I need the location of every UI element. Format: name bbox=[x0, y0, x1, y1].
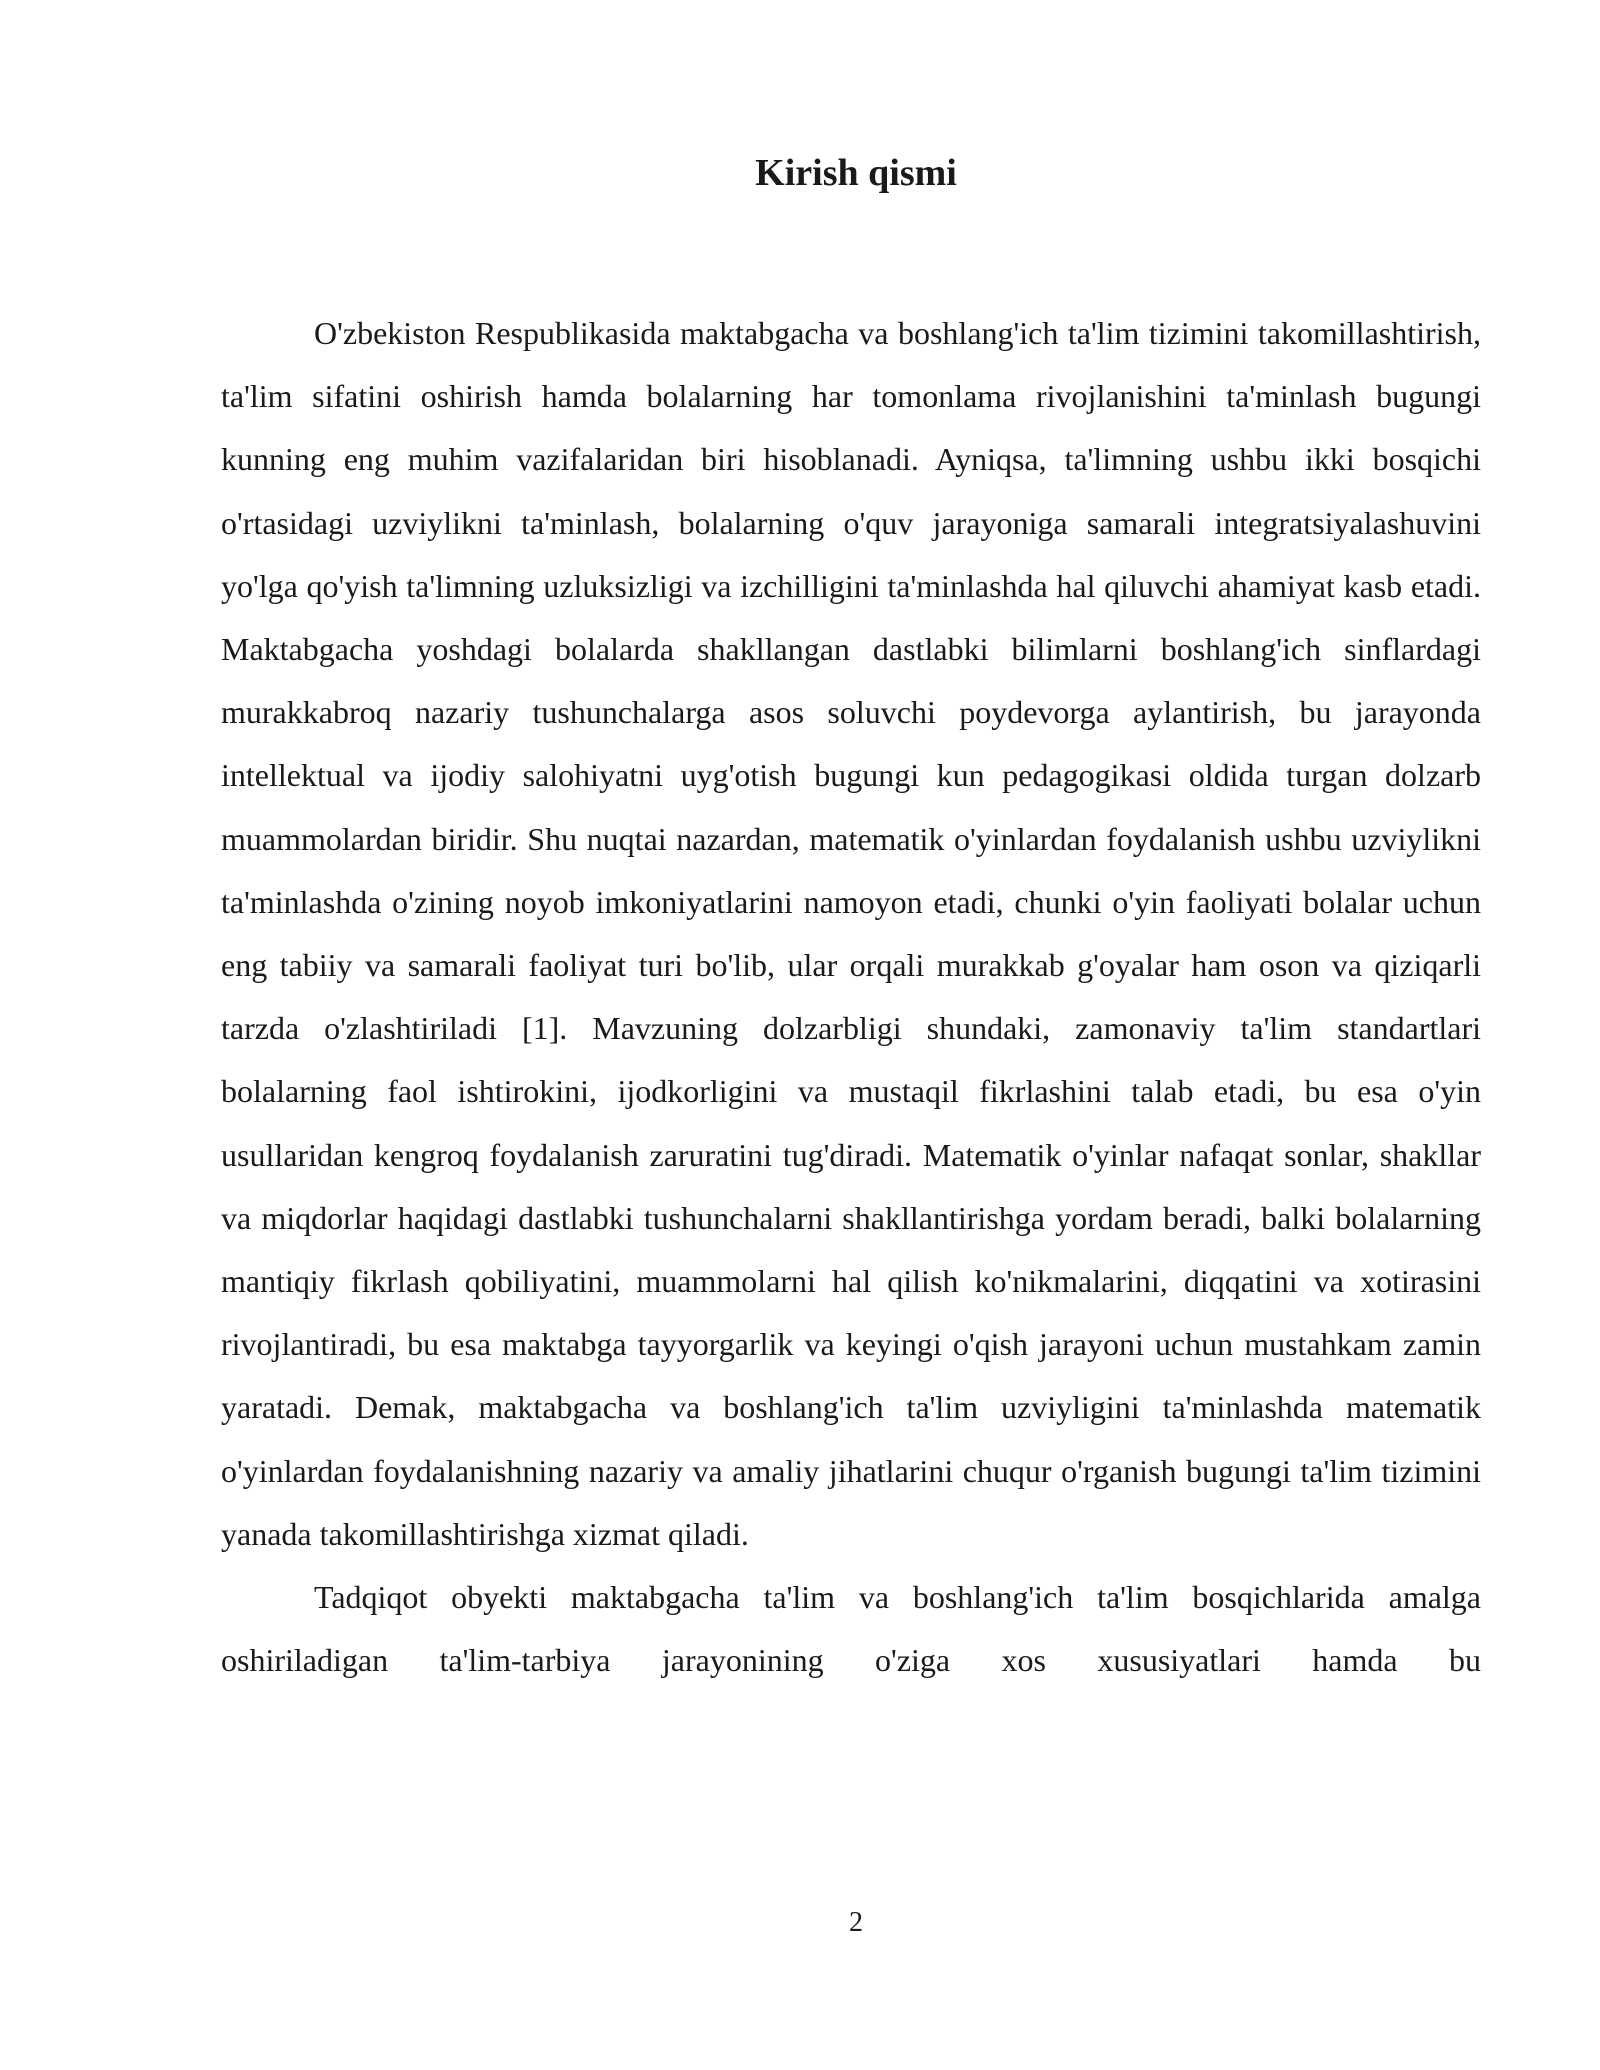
paragraph-intro: O'zbekiston Respublikasida maktabgacha va boshlang'ich ta'lim tizimini takomillashtirish, ta'lim sifatini oshirish hamda bolalarning har tomonlama rivojlanishini ta'minlash bugungi kunning eng muhim vazifalaridan biri hisoblanadi. Ayniqsa, ta'limning ushbu ikki bosqichi o'rtasidagi uzviylikni ta'minlash, bolalarning o'quv jarayoniga samarali integratsiyalashuvini yo'lga qo'yish ta'limning uzluksizligi va izchilligini ta'minlashda hal qiluvchi ahamiyat kasb etadi. Maktabgacha yoshdagi bolalarda shakllangan dastlabki bilimlarni boshlang'ich sinflardagi murakkabroq nazariy tushunchalarga asos soluvchi poydevorga aylantirish, bu jarayonda intellektual va ijodiy salohiyatni uyg'otish bugungi kun pedagogikasi oldida turgan dolzarb muammolardan biridir. Shu nuqtai nazardan, matematik o'yinlardan foydalanish ushbu uzviylikni ta'minlashda o'zining noyob imkoniyatlarini namoyon etadi, chunki o'yin faoliyati bolalar uchun eng tabiiy va samarali faoliyat turi bo'lib, ular orqali murakkab g'oyalar ham oson va qiziqarli tarzda o'zlashtiriladi [1]. Mavzuning dolzarbligi shundaki, zamonaviy ta'lim standartlari bolalarning faol ishtirokini, ijodkorligini va mustaqil fikrlashini talab etadi, bu esa o'yin usullaridan kengroq foydalanish zaruratini tug'diradi. Matematik o'yinlar nafaqat sonlar, shakllar va miqdorlar haqidagi dastlabki tushunchalarni shakllantirishga yordam beradi, balki bolalarning mantiqiy fikrlash qobiliyatini, muammolarni hal qilish ko'nikmalarini, diqqatini va xotirasini rivojlantiradi, bu esa maktabga tayyorgarlik va keyingi o'qish jarayoni uchun mustahkam zamin yaratadi. Demak, maktabgacha va boshlang'ich ta'lim uzviyligini ta'minlashda matematik o'yinlardan foydalanishning nazariy va amaliy jihatlarini chuqur o'rganish bugungi ta'lim tizimini yanada takomillashtirishga xizmat qiladi. bbox=[221, 315, 1481, 1552]
page-title: Kirish qismi bbox=[755, 152, 957, 194]
page-number: 2 bbox=[849, 1907, 863, 1938]
body-text bbox=[221, 302, 1481, 1692]
paragraph-research-object: Tadqiqot obyekti maktabgacha ta'lim va boshlang'ich ta'lim bosqichlarida amalga oshiriladigan ta'lim-tarbiya jarayonining o'ziga xos xususiyatlari hamda bu bbox=[221, 1579, 1481, 1679]
